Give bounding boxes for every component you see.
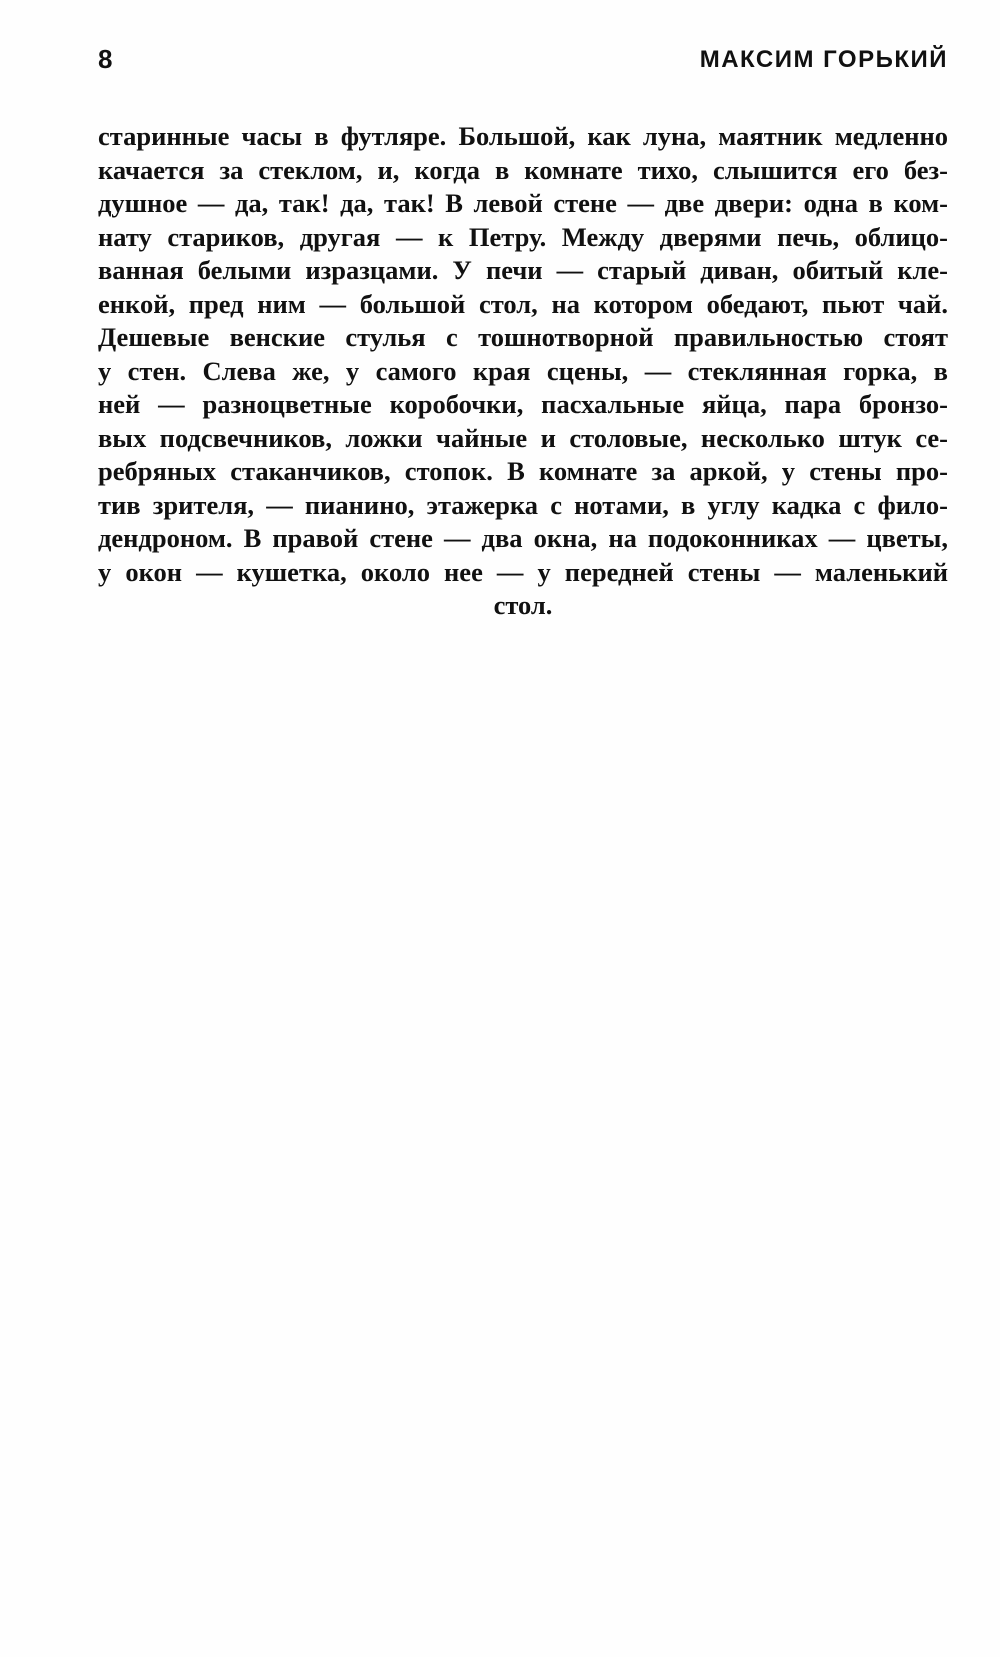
page-number: 8 [98, 44, 113, 74]
text-line: у стен. Слева же, у самого края сцены, — стеклянная горка, в [98, 355, 948, 386]
text-line: ребряных стаканчиков, стопок. В комнате за аркой, у стены про- [98, 456, 948, 486]
body-paragraph [98, 120, 948, 623]
text-line: у окон — кушетка, около нее — у передней стены — маленький [98, 556, 948, 587]
running-head-author: МАКСИМ ГОРЬКИЙ [699, 46, 948, 73]
text-line: ней — разноцветные коробочки, пасхальные яйца, пара бронзо- [98, 389, 948, 419]
text-line: старинные часы в футляре. Большой, как луна, маятник медленно [98, 121, 948, 151]
text-line: душное — да, так! да, так! В левой стене — две двери: одна в ком- [98, 188, 948, 218]
text-line: Дешевые венские стулья с тошнотворной правильностью стоят [98, 322, 948, 352]
text-line: качается за стеклом, и, когда в комнате тихо, слышится его без- [98, 154, 948, 185]
text-line: вых подсвечников, ложки чайные и столовые, несколько штук се- [98, 422, 948, 453]
text-line: енкой, пред ним — большой стол, на котором обедают, пьют чай. [98, 288, 948, 319]
text-line: ванная белыми изразцами. У печи — старый диван, обитый кле- [98, 255, 948, 285]
text-line-final: стол. [493, 590, 553, 620]
page-header [98, 44, 948, 84]
text-line: тив зрителя, — пианино, этажерка с нотами, в углу кадка с фило- [98, 489, 948, 520]
text-line: нату стариков, другая — к Петру. Между дверями печь, облицо- [98, 221, 948, 252]
text-line: дендроном. В правой стене — два окна, на подоконниках — цветы, [98, 523, 948, 553]
